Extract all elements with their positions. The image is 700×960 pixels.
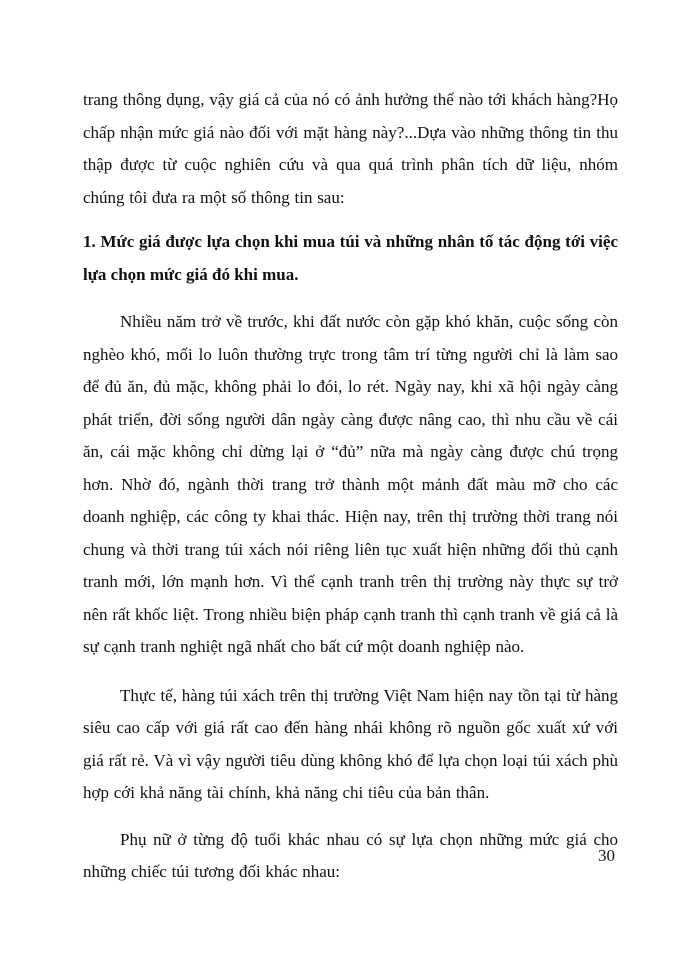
page-number: 30: [598, 846, 615, 865]
section-heading: 1. Mức giá được lựa chọn khi mua túi và những nhân tố tác động tới việc lựa chọn mức giá đó khi mua.: [83, 232, 618, 284]
intro-paragraph: trang thông dụng, vậy giá cả của nó có ảnh hưởng thế nào tới khách hàng?Họ chấp nhận mức giá nào đối với mặt hàng này?...Dựa vào những thông tin thu thập được từ cuộc nghiên cứu và qua quá trình phân tích dữ liệu, nhóm chúng tôi đưa ra một số thông tin sau:: [83, 90, 618, 207]
body-paragraph-1: Nhiều năm trở về trước, khi đất nước còn gặp khó khăn, cuộc sống còn nghèo khó, mối lo luôn thường trực trong tâm trí từng người chỉ là làm sao để đủ ăn, đủ mặc, không phải lo đói, lo rét. Ngày nay, khi xã hội ngày càng phát triển, đời sống người dân ngày càng được nâng cao, thì nhu cầu về cái ăn, cái mặc không chỉ dừng lại ở “đủ” nữa mà ngày càng được chú trọng hơn. Nhờ đó, ngành thời trang trở thành một mảnh đất màu mỡ cho các doanh nghiệp, các công ty khai thác. Hiện nay, trên thị trường thời trang nói chung và thời trang túi xách nói riêng liên tục xuất hiện những đối thủ cạnh tranh mới, lớn mạnh hơn. Vì thế cạnh tranh trên thị trường này thực sự trở nên rất khốc liệt. Trong nhiều biện pháp cạnh tranh thì cạnh tranh về giá cả là sự cạnh tranh nghiệt ngã nhất cho bất cứ một doanh nghiệp nào.: [83, 312, 618, 656]
document-page: [83, 84, 618, 889]
body-paragraph-2: Thực tế, hàng túi xách trên thị trường Việt Nam hiện nay tồn tại từ hàng siêu cao cấp với giá rất cao đến hàng nhái không rõ nguồn gốc xuất xứ với giá rất rẻ. Và vì vậy người tiêu dùng không khó để lựa chọn loại túi xách phù hợp cới khả năng tài chính, khả năng chi tiêu của bản thân.: [83, 685, 618, 802]
body-paragraph-3: Phụ nữ ở từng độ tuổi khác nhau có sự lựa chọn những mức giá cho những chiếc túi tương đối khác nhau:: [83, 829, 618, 881]
